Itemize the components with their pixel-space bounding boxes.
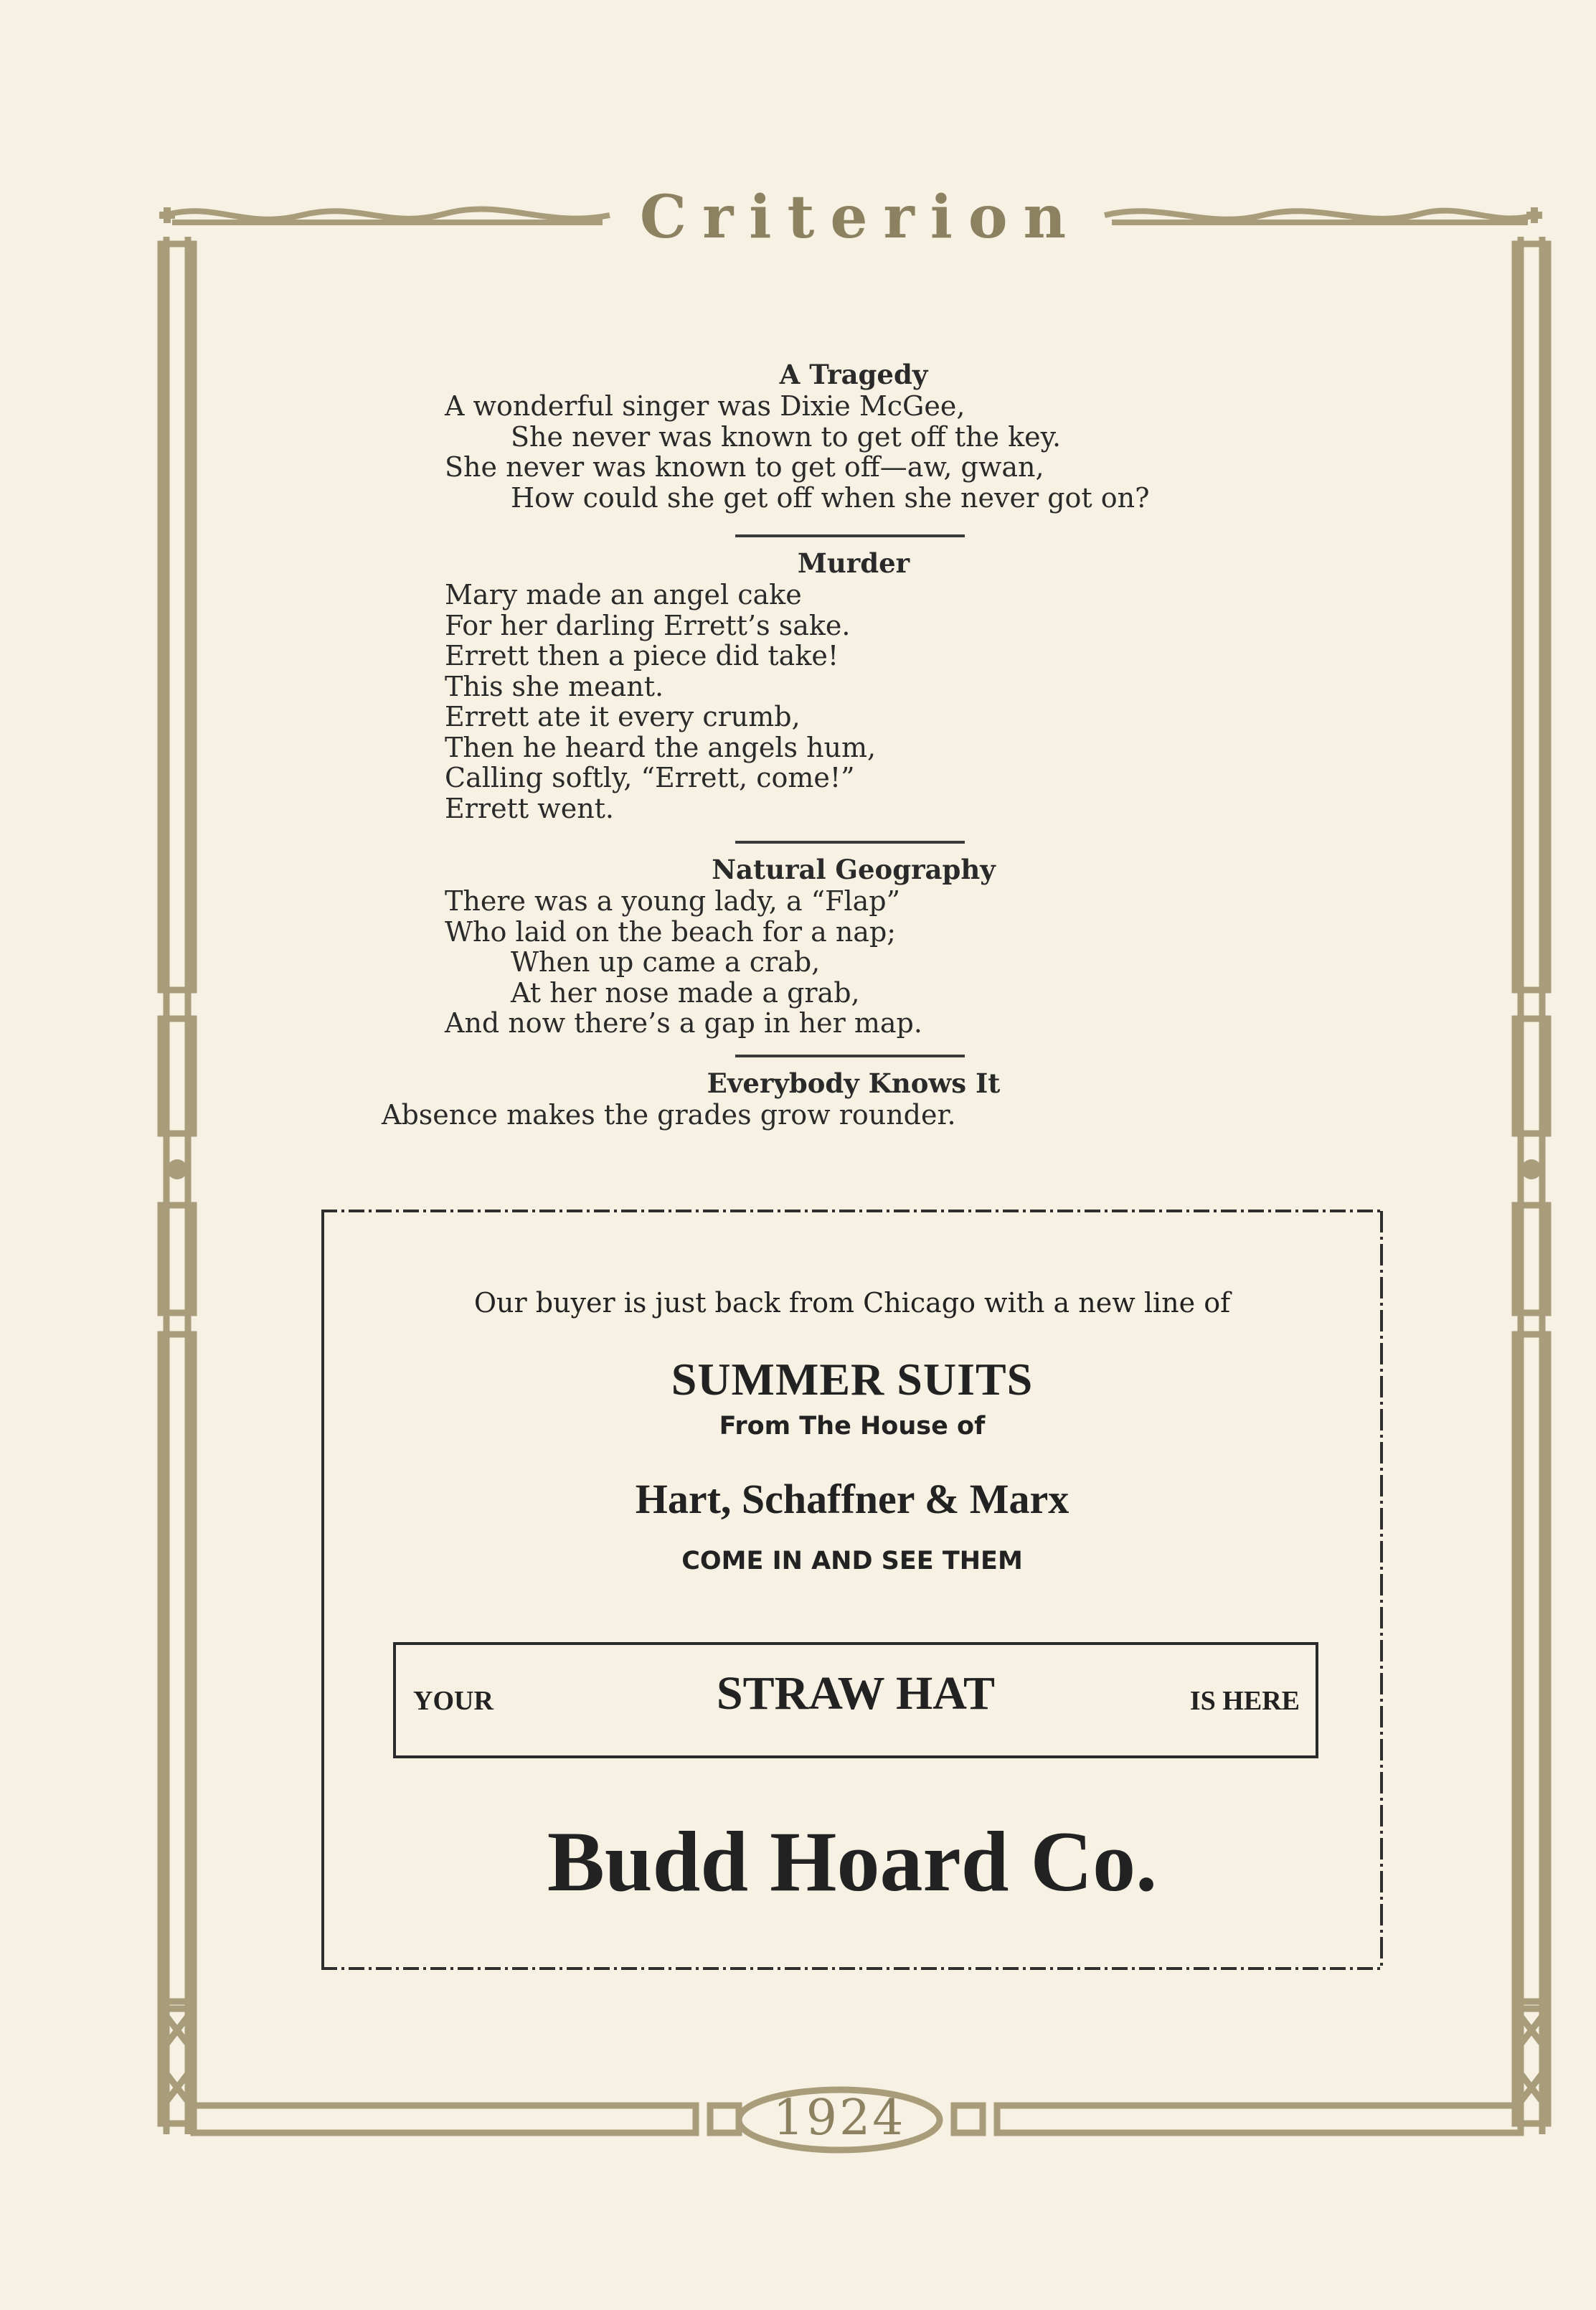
poem-line: There was a young lady, a “Flap” bbox=[445, 885, 901, 917]
poem-line: Then he heard the angels hum, bbox=[445, 731, 877, 763]
poem-line: Absence makes the grades grow rounder. bbox=[382, 1099, 956, 1131]
poem-a-tragedy bbox=[445, 358, 1262, 513]
poem-line: Mary made an angel cake bbox=[445, 579, 802, 610]
poem-title: A Tragedy bbox=[779, 359, 928, 390]
straw-left-text: YOUR bbox=[413, 1686, 494, 1716]
advertisement bbox=[321, 1210, 1383, 1970]
poem-line: She never was known to get off the key. bbox=[511, 420, 1062, 453]
ad-from: From The House of bbox=[719, 1412, 986, 1441]
straw-hat-banner bbox=[393, 1642, 1318, 1758]
poem-line: How could she get off when she never got on? bbox=[511, 481, 1150, 514]
ad-intro: Our buyer is just back from Chicago with a new line of bbox=[473, 1287, 1231, 1319]
page-title: Criterion bbox=[639, 183, 1082, 252]
left-border-ornament bbox=[161, 237, 194, 2134]
section-divider bbox=[735, 841, 965, 844]
poem-line: At her nose made a grab, bbox=[511, 976, 860, 1009]
poem-line: Who laid on the beach for a nap; bbox=[445, 915, 897, 948]
poem-line: This she meant. bbox=[445, 670, 664, 702]
poem-line: For her darling Errett’s sake. bbox=[445, 609, 851, 641]
poem-title: Murder bbox=[797, 547, 910, 579]
ad-headline: SUMMER SUITS bbox=[671, 1354, 1034, 1405]
right-border-ornament bbox=[1515, 237, 1548, 2134]
footer-year: 1924 bbox=[773, 2090, 906, 2146]
ad-cta: COME IN AND SEE THEM bbox=[681, 1547, 1023, 1575]
section-divider bbox=[735, 534, 965, 537]
poem-line: When up came a crab, bbox=[511, 946, 821, 978]
poem-title: Natural Geography bbox=[712, 854, 996, 885]
section-divider bbox=[735, 1055, 965, 1057]
poem-title: Everybody Knows It bbox=[707, 1067, 1001, 1099]
poem-line: Errett went. bbox=[445, 792, 615, 824]
poem-everybody-knows-it bbox=[382, 1067, 1262, 1131]
poem-line: A wonderful singer was Dixie McGee, bbox=[445, 390, 965, 422]
poem-line: Calling softly, “Errett, come!” bbox=[445, 762, 855, 793]
straw-right-text: IS HERE bbox=[1189, 1686, 1300, 1716]
straw-main-text: STRAW HAT bbox=[716, 1667, 996, 1720]
poem-line: Errett ate it every crumb, bbox=[445, 701, 801, 732]
ad-brand: Hart, Schaffner & Marx bbox=[635, 1476, 1069, 1522]
poem-line: Errett then a piece did take! bbox=[445, 640, 839, 671]
poem-natural-geography bbox=[445, 853, 1262, 1039]
ad-company: Budd Hoard Co. bbox=[547, 1814, 1158, 1909]
pillar-cross-icon bbox=[167, 1159, 1541, 1179]
poem-line: She never was known to get off—aw, gwan, bbox=[445, 451, 1044, 483]
poem-murder bbox=[445, 547, 1262, 824]
poem-line: And now there’s a gap in her map. bbox=[445, 1007, 922, 1039]
